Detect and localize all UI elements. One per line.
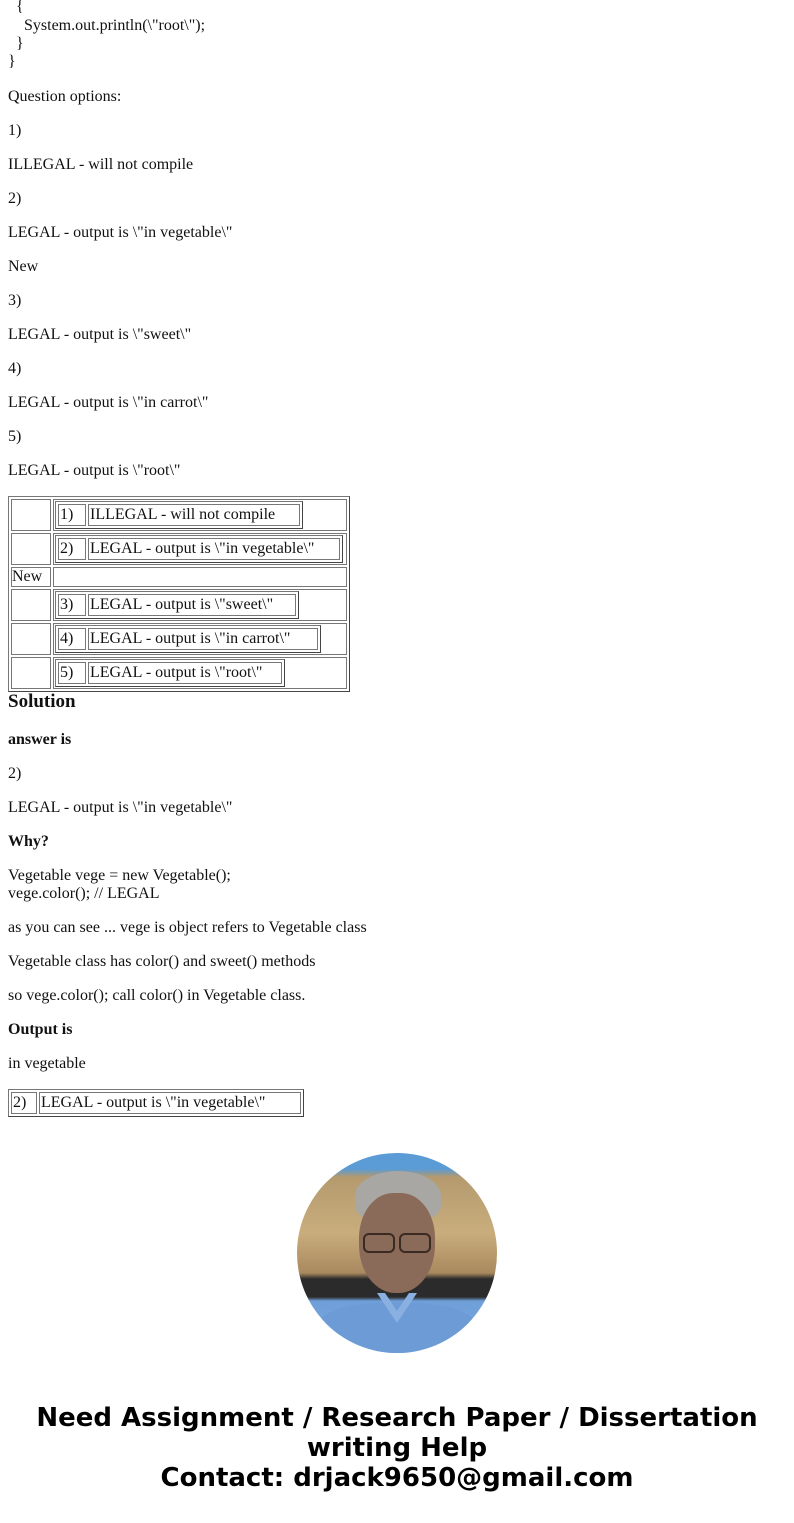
option-text: LEGAL - output is \"sweet\" [8, 326, 192, 343]
option-text: LEGAL - output is \"in carrot\" [88, 628, 318, 650]
code-line: System.out.println(\"root\"); [8, 17, 206, 34]
table-row [11, 1092, 301, 1114]
why-label: Why? [8, 833, 49, 850]
option-inner-table [55, 625, 321, 653]
option-text: ILLEGAL - will not compile [88, 504, 300, 526]
answer-text: LEGAL - output is \"in vegetable\" [39, 1092, 301, 1114]
promo-banner [0, 1403, 794, 1493]
promo-line: writing Help [306, 1433, 488, 1463]
new-label: New [8, 258, 39, 275]
option-text: LEGAL - output is \"root\" [88, 662, 282, 684]
code-line: { [8, 0, 24, 15]
options-heading: Question options: [8, 88, 122, 105]
table-cell [53, 589, 347, 621]
new-label: New [11, 567, 51, 587]
option-number: 5) [8, 428, 22, 445]
table-row [11, 657, 347, 689]
solution-heading: Solution [8, 691, 76, 712]
promo-contact: Contact: drjack9650@gmail.com [160, 1463, 634, 1493]
option-inner-table [55, 535, 343, 563]
table-cell [53, 533, 347, 565]
table-cell [53, 623, 347, 655]
option-number: 1) [8, 122, 22, 139]
answer-number: 2) [11, 1092, 37, 1114]
table-row [11, 533, 347, 565]
table-cell [11, 589, 51, 621]
code-line: } [8, 53, 16, 70]
option-text: ILLEGAL - will not compile [8, 156, 194, 173]
answer-label: answer is [8, 731, 72, 748]
table-cell [53, 567, 347, 587]
code-line: } [8, 35, 24, 52]
table-row [11, 499, 347, 531]
option-number: 2) [8, 190, 22, 207]
option-text: LEGAL - output is \"in vegetable\" [8, 224, 233, 241]
table-row [11, 589, 347, 621]
table-cell [11, 623, 51, 655]
table-cell [11, 499, 51, 531]
option-number: 4) [58, 628, 86, 650]
table-cell [53, 499, 347, 531]
option-text: LEGAL - output is \"sweet\" [88, 594, 296, 616]
options-table [8, 496, 350, 692]
answer-number: 2) [8, 765, 22, 782]
option-number: 1) [58, 504, 86, 526]
explanation-text: as you can see ... vege is object refers to Vegetable class [8, 919, 367, 936]
option-number: 5) [58, 662, 86, 684]
output-value: in vegetable [8, 1055, 86, 1072]
option-text: LEGAL - output is \"in vegetable\" [88, 538, 340, 560]
answer-table [8, 1089, 304, 1117]
option-inner-table [55, 501, 303, 529]
table-cell [53, 657, 347, 689]
table-cell [11, 533, 51, 565]
option-inner-table [55, 591, 299, 619]
avatar [297, 1153, 497, 1353]
table-row [11, 623, 347, 655]
output-label: Output is [8, 1021, 73, 1038]
avatar-shirt [317, 1303, 477, 1353]
option-inner-table [55, 659, 285, 687]
code-line: Vegetable vege = new Vegetable(); [8, 867, 231, 884]
code-line: vege.color(); // LEGAL [8, 885, 160, 902]
option-text: LEGAL - output is \"in carrot\" [8, 394, 209, 411]
table-row [11, 567, 347, 587]
explanation-text: Vegetable class has color() and sweet() methods [8, 953, 316, 970]
option-number: 3) [58, 594, 86, 616]
option-number: 3) [8, 292, 22, 309]
promo-line: Need Assignment / Research Paper / Dissertation [36, 1403, 758, 1433]
option-number: 4) [8, 360, 22, 377]
answer-text: LEGAL - output is \"in vegetable\" [8, 799, 233, 816]
explanation-text: so vege.color(); call color() in Vegetable class. [8, 987, 306, 1004]
option-number: 2) [58, 538, 86, 560]
table-cell [11, 657, 51, 689]
option-text: LEGAL - output is \"root\" [8, 462, 181, 479]
glasses-icon [363, 1233, 431, 1251]
